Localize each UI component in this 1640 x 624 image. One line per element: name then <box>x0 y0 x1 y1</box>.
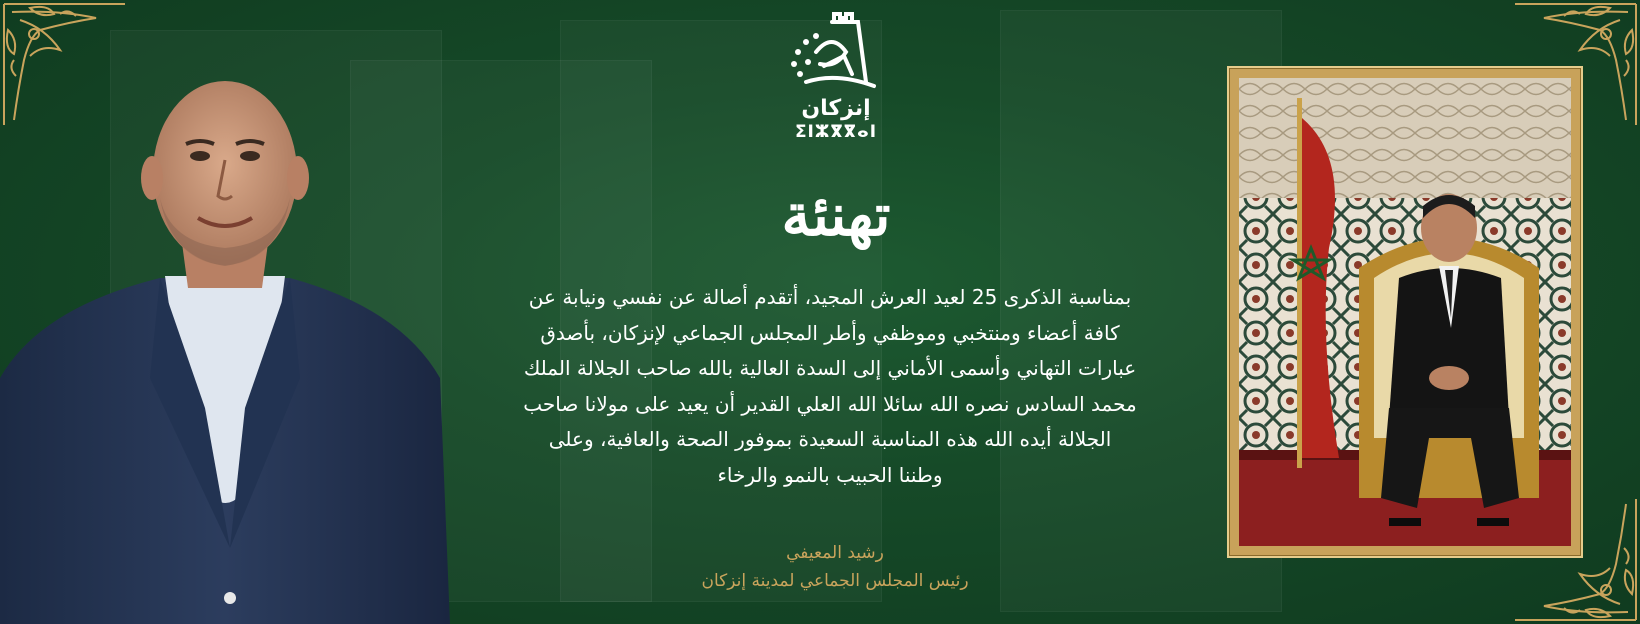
city-logo <box>776 12 896 157</box>
logo-tifinagh-name: ⵉⵏⵣⴳⴳⴰⵏ <box>794 122 878 142</box>
portrait-man-icon <box>0 78 450 624</box>
message-line: وطننا الحبيب بالنمو والرخاء <box>717 462 943 487</box>
signature-block <box>660 540 1010 596</box>
signatory-name: رشيد المعيفي <box>786 543 884 563</box>
message-line: الجلالة أيده الله هذه المناسبة السعيدة بموفور الصحة والعافية، وعلى <box>548 427 1112 451</box>
portrait-king-icon <box>1239 78 1571 546</box>
logo-arabic-name: إنزكان <box>801 96 871 121</box>
city-logo-icon <box>786 12 886 94</box>
portrait-frame <box>1227 66 1583 558</box>
message-line: كافة أعضاء ومنتخبي وموظفي وأطر المجلس الجماعي لإنزكان، بأصدق <box>540 320 1120 345</box>
message-line: عبارات التهاني وأسمى الأماني إلى السدة العالية بالله صاحب الجلالة الملك <box>523 356 1137 380</box>
congratulation-message <box>440 280 1220 493</box>
page-title: تهنئة <box>781 181 891 249</box>
signatory-role: رئيس المجلس الجماعي لمدينة إنزكان <box>701 571 969 591</box>
message-line: بمناسبة الذكرى 25 لعيد العرش المجيد، أتقدم أصالة عن نفسي ونيابة عن <box>528 285 1132 309</box>
message-line: محمد السادس نصره الله سائلا الله العلي القدير أن يعيد على مولانا صاحب <box>523 391 1137 416</box>
